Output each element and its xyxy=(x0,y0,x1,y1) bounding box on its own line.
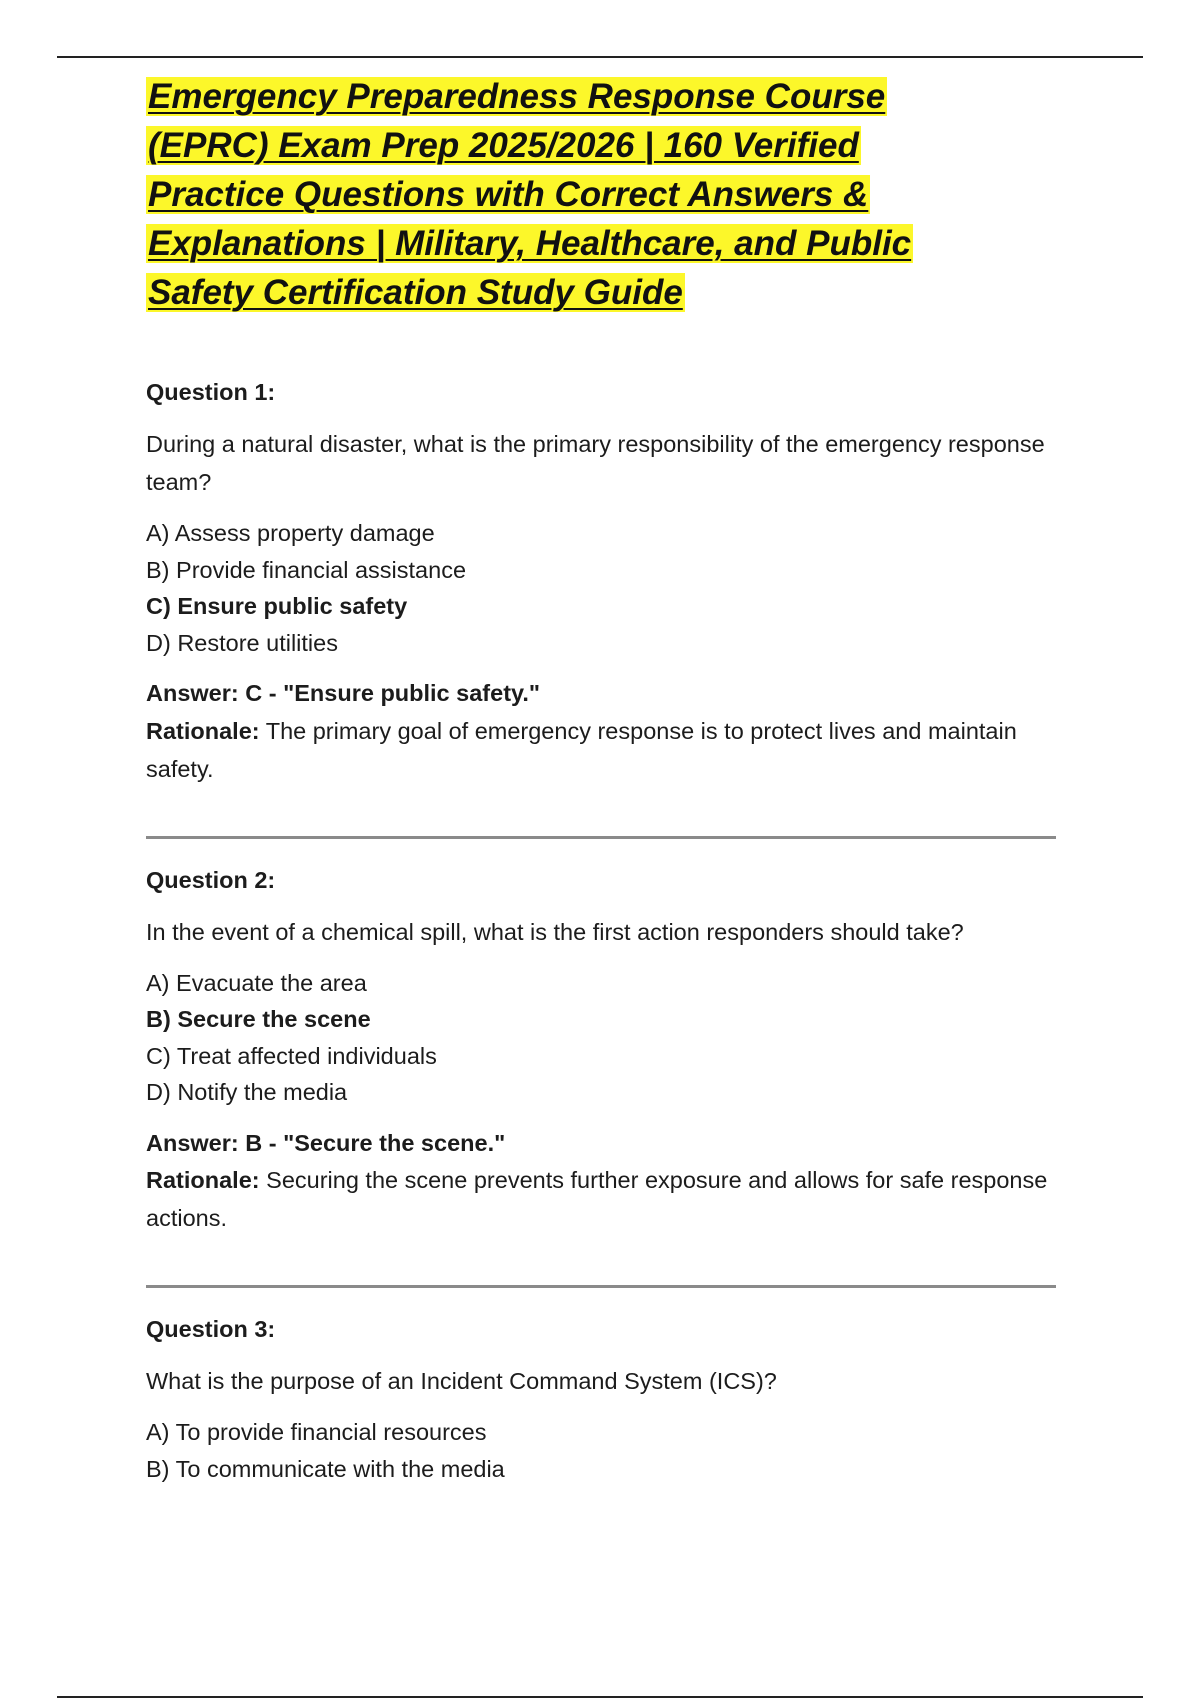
options-list xyxy=(146,965,1066,1111)
options-list xyxy=(146,515,1066,661)
document-body xyxy=(146,72,1066,1487)
rationale xyxy=(146,712,1066,788)
option-b: B) Provide financial assistance xyxy=(146,556,467,583)
rationale-text: Securing the scene prevents further exposure and allows for safe response actions. xyxy=(146,1167,1048,1231)
question-text: What is the purpose of an Incident Command System (ICS)? xyxy=(146,1368,777,1394)
rationale-text: The primary goal of emergency response is to protect lives and maintain safety. xyxy=(146,717,1017,782)
option-b-correct: B) Secure the scene xyxy=(146,1006,371,1032)
bottom-rule xyxy=(57,1696,1143,1698)
question-heading: Question 1: xyxy=(146,379,276,405)
options-list xyxy=(146,1414,1066,1487)
option-d: D) Notify the media xyxy=(146,1079,348,1105)
rationale-label: Rationale: xyxy=(146,717,260,744)
top-rule xyxy=(57,56,1143,58)
option-a: A) To provide financial resources xyxy=(146,1419,487,1445)
question-3 xyxy=(146,1310,1066,1487)
section-divider xyxy=(146,1285,1056,1288)
option-c-correct: C) Ensure public safety xyxy=(146,593,408,619)
option-b: B) To communicate with the media xyxy=(146,1455,505,1482)
rationale-label: Rationale: xyxy=(146,1167,260,1193)
question-text: In the event of a chemical spill, what is the first action responders should take? xyxy=(146,918,964,945)
option-d: D) Restore utilities xyxy=(146,629,338,656)
question-2 xyxy=(146,861,1066,1238)
option-c: C) Treat affected individuals xyxy=(146,1042,437,1069)
question-heading: Question 3: xyxy=(146,1316,276,1342)
answer-line: Answer: C - "Ensure public safety." xyxy=(146,680,541,706)
option-a: A) Assess property damage xyxy=(146,520,435,546)
option-a: A) Evacuate the area xyxy=(146,969,367,996)
answer-line: Answer: B - "Secure the scene." xyxy=(146,1129,506,1156)
document-title: Emergency Preparedness Response Course (EPRC) Exam Prep 2025/2026 | 160 Verified Practice Questions with Correct Answers & Explanations | Military, Healthcare, and Public Safety Certification Study Guide xyxy=(148,77,912,312)
section-divider xyxy=(146,836,1056,839)
question-heading: Question 2: xyxy=(146,866,276,893)
question-1 xyxy=(146,373,1066,788)
question-text: During a natural disaster, what is the primary responsibility of the emergency response team? xyxy=(146,431,1045,495)
rationale xyxy=(146,1161,1066,1237)
